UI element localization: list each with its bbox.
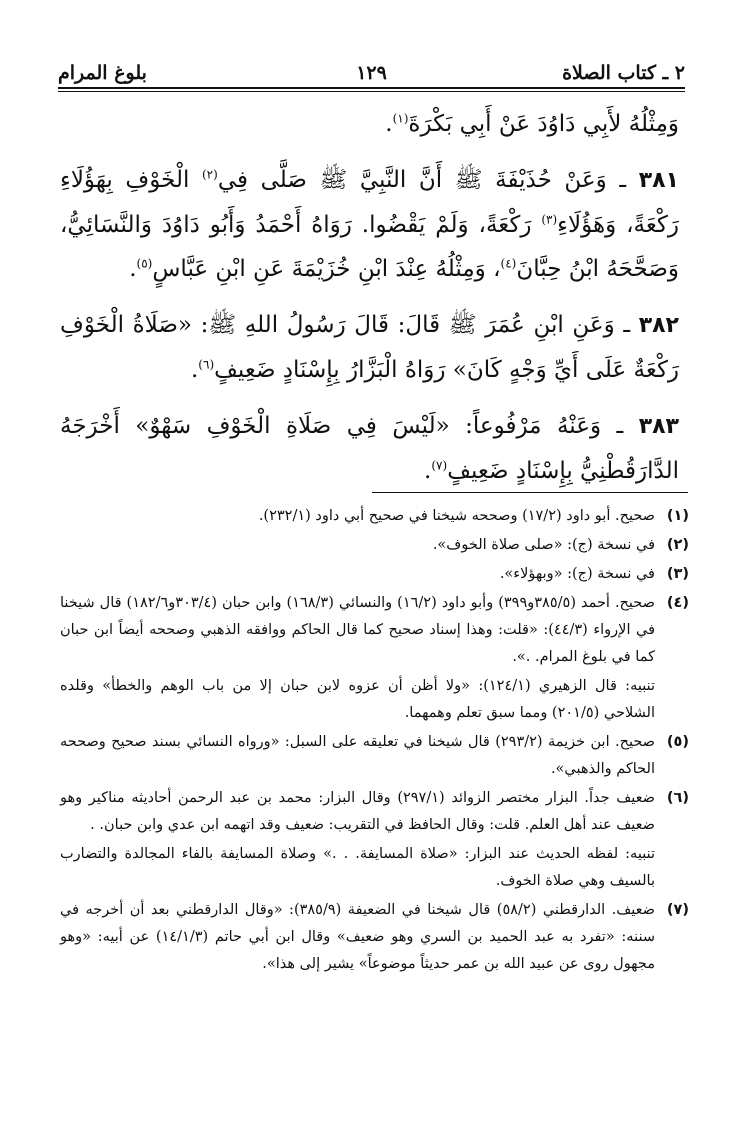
footnote-number: (٤) xyxy=(666,595,689,611)
footnote-ref[interactable]: (٧) xyxy=(431,458,448,473)
hadith-end: . xyxy=(190,357,199,383)
header-rule-thin xyxy=(58,91,685,92)
footnote xyxy=(60,532,689,559)
footnote-number: (٥) xyxy=(666,734,689,750)
hadith-end: . xyxy=(129,256,137,282)
footnote xyxy=(60,590,689,671)
footnote-note: تنبيه: لفظه الحديث عند البزار: «صلاة المسايفة. . .» وصلاة المسايفة بالفاء المجالدة والتضارب بالسيف وهي صلاة الخوف. xyxy=(60,846,655,889)
footnote-number: (١) xyxy=(666,508,689,524)
hadith-dash: ـ xyxy=(601,413,639,439)
footnote-text: صحيح. أبو داود (١٧/٢) وصححه شيخنا في صحيح أبي داود (٢٣٢/١). xyxy=(258,508,655,524)
hadith-381 xyxy=(60,158,679,291)
footnote xyxy=(60,897,689,978)
footnote-text: في نسخة (ج): «صلى صلاة الخوف». xyxy=(432,537,655,553)
footnote xyxy=(60,785,689,839)
lead-text: وَمِثْلُهُ لأَبِي دَاوُدَ عَنْ أَبِي بَكْرَةَ xyxy=(408,111,679,137)
page-header xyxy=(58,60,685,90)
hadith-number: ٣٨٢ xyxy=(638,313,679,338)
page-number: ١٢٩ xyxy=(356,62,387,84)
footnote-ref[interactable]: (١) xyxy=(392,111,409,126)
footnote-number: (٢) xyxy=(666,537,689,553)
header-rule xyxy=(58,87,685,89)
footnote-ref[interactable]: (٥) xyxy=(136,256,153,271)
footnote-text: صحيح. ابن خزيمة (٢٩٣/٢) قال شيخنا في تعليقه على السبل: «ورواه النسائي بسند صحيح وصححه الحاكم والذهبي». xyxy=(60,734,655,777)
footnote-ref[interactable]: (٢) xyxy=(201,167,218,182)
footnote xyxy=(60,729,689,783)
hadith-end: . xyxy=(424,458,432,484)
hadith-text: وَعَنْهُ مَرْفُوعاً: «لَيْسَ فِي صَلَاةِ الْخَوْفِ سَهْوٌ» أَخْرَجَهُ الدَّارَقُطْنِيُّ بِإِسْنَادٍ ضَعِيفٍ xyxy=(60,413,679,484)
footnote-number: (٧) xyxy=(666,902,689,918)
lead-paragraph xyxy=(60,102,679,146)
book-title: بلوغ المرام xyxy=(58,62,147,84)
footnotes xyxy=(60,503,689,980)
hadith-text: وَعَنْ حُذَيْفَةَ ﷺ أَنَّ النَّبِيَّ ﷺ صَلَّى فِي xyxy=(217,167,607,193)
hadith-text: وَعَنِ ابْنِ عُمَرَ ﷺ قَالَ: قَالَ رَسُولُ اللهِ ﷺ: «صَلَاةُ الْخَوْفِ رَكْعَةٌ عَلَى أَيِّ وَجْهٍ كَانَ» رَوَاهُ الْبَزَّارُ بِإِسْنَادٍ ضَعِيفٍ xyxy=(60,312,679,383)
footnote-text: في نسخة (ج): «وبهؤلاء». xyxy=(499,566,655,582)
hadith-dash: ـ xyxy=(614,312,639,338)
footnote-ref[interactable]: (٤) xyxy=(500,256,517,271)
main-text xyxy=(60,102,679,505)
footnote xyxy=(60,503,689,530)
hadith-text: رَكْعَةً، وَلَمْ يَقْضُوا. رَوَاهُ أَحْمَدُ وَأَبُو دَاوُدَ وَالنَّسَائِيُّ، وَصَحَّحَهُ ابْنُ حِبَّانَ xyxy=(60,212,679,282)
hadith-text: ، وَمِثْلُهُ عِنْدَ ابْنِ خُزَيْمَةَ عَنِ ابْنِ عَبَّاسٍ xyxy=(152,256,501,282)
hadith-text: الْخَوْفِ بِهَؤُلَاءِ رَكْعَةً، وَهَؤُلَاءِ xyxy=(60,167,679,238)
footnote-text: ضعيف جداً. البزار مختصر الزوائد (٢٩٧/١) وقال البزار: محمد بن عبد الرحمن أحاديثه مناكير وهو ضعيف عند أهل العلم. قلت: وقال الحافظ في التقريب: ضعيف وقد اتهمه ابن عدي وابن حبان. . xyxy=(60,790,655,833)
footnote-note: تنبيه: قال الزهيري (١٢٤/١): «ولا أظن أن عزوه لابن حبان إلا من باب الوهم والخطأ» وقلده الشلاحي (٢٠١/٥) ومما سبق تعلم وهمهما. xyxy=(60,678,656,721)
chapter-title: ٢ ـ كتاب الصلاة xyxy=(562,62,685,84)
footnote-number: (٦) xyxy=(666,790,689,806)
hadith-383 xyxy=(60,404,679,493)
footnote-ref[interactable]: (٣) xyxy=(541,212,558,227)
footnote xyxy=(60,561,689,588)
hadith-382 xyxy=(60,303,679,392)
lead-end: . xyxy=(385,111,393,137)
hadith-number: ٣٨١ xyxy=(638,168,679,193)
footnote-text: صحيح. أحمد (٣٨٥/٥و٣٩٩) وأبو داود (١٦/٢) والنسائي (١٦٨/٣) وابن حبان (٣٠٣/٤و١٨٢/٦) قال شيخنا في الإرواء (٤٤/٣): «قلت: وهذا إسناد صحيح كما قال الحاكم ووافقه الذهبي وصححه أيضاً ابن حبان كما في بلوغ المرام. .». xyxy=(60,595,656,665)
footnote-divider xyxy=(372,492,688,493)
hadith-dash: ـ xyxy=(606,167,639,193)
hadith-number: ٣٨٣ xyxy=(638,414,679,439)
footnote-number: (٣) xyxy=(666,566,689,582)
footnote-text: ضعيف. الدارقطني (٥٨/٢) قال شيخنا في الضعيفة (٣٨٥/٩): «وقال الدارقطني بعد أن أخرجه في سننه: «تفرد به عبد الحميد بن السري وهو ضعيف» وقال ابن أبي حاتم (١٤/١/٣) عن أبيه: «وهو مجهول روى عن عبيد الله بن عمر حديثاً موضوعاً» يشير إلى هذا». xyxy=(60,902,655,972)
footnote-ref[interactable]: (٦) xyxy=(198,357,215,372)
